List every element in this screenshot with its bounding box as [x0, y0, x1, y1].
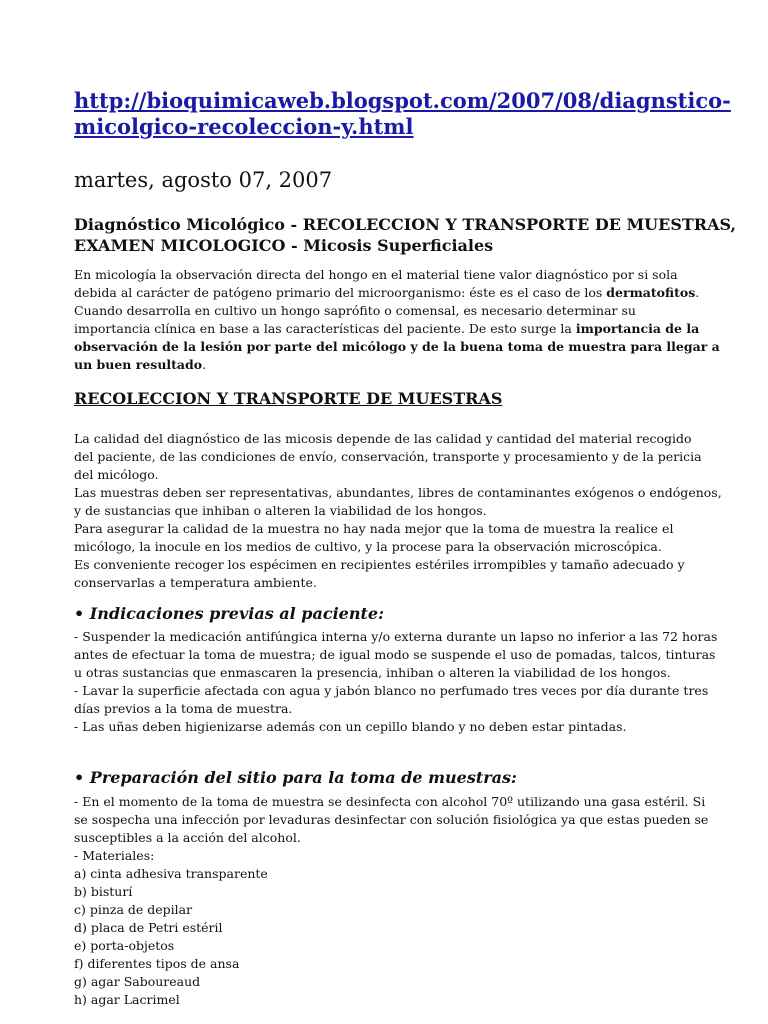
- materials-item: d) placa de Petri estéril: [74, 920, 223, 935]
- source-url-line-2[interactable]: micolgico-recoleccion-y.html: [74, 114, 414, 139]
- list-line: - Lavar la superficie afectada con agua y jabón blanco no perfumado tres veces por día durante tres: [74, 683, 709, 698]
- intro-bold-text: un buen resultado: [74, 357, 203, 372]
- intro-line: Cuando desarrolla en cultivo un hongo saprófito o comensal, es necesario determinar su: [74, 303, 636, 318]
- post-title-line-2: EXAMEN MICOLOGICO - Micosis Superficiales: [74, 236, 494, 255]
- paragraph-line: y de sustancias que inhiban o alteren la viabilidad de los hongos.: [74, 503, 487, 518]
- paragraph-line: Es conveniente recoger los espécimen en recipientes estériles irrompibles y tamaño adecuado y: [74, 557, 685, 572]
- intro-bold-text: observación de la lesión por parte del micólogo y de la buena toma de muestra para llegar a: [74, 339, 720, 354]
- preparacion-list: [74, 793, 709, 1009]
- post-title: [74, 214, 737, 256]
- paragraph-line: del micólogo.: [74, 467, 159, 482]
- list-line: - Las uñas deben higienizarse además con un cepillo blando y no deben estar pintadas.: [74, 719, 627, 734]
- materials-item: b) bisturí: [74, 884, 133, 899]
- list-line: se sospecha una infección por levaduras desinfectar con solución fisiológica ya que estas pueden se: [74, 812, 709, 827]
- intro-bold-text: importancia de la: [575, 321, 700, 336]
- list-line: - Materiales:: [74, 848, 155, 863]
- source-url-line-1[interactable]: http://bioquimicaweb.blogspot.com/2007/08/diagnstico-: [74, 88, 731, 113]
- intro-bold-term: dermatofitos: [606, 285, 696, 300]
- materials-item: a) cinta adhesiva transparente: [74, 866, 268, 881]
- materials-item: g) agar Saboureaud: [74, 974, 201, 989]
- intro-line: [74, 284, 704, 302]
- intro-line: [74, 338, 720, 356]
- source-url-link[interactable]: [74, 88, 731, 140]
- paragraph-line: del paciente, de las condiciones de envío, conservación, transporte y procesamiento y de la pericia: [74, 449, 702, 464]
- indicaciones-list: [74, 628, 718, 736]
- intro-text: .: [202, 357, 207, 372]
- preparacion-heading: • Preparación del sitio para la toma de muestras:: [74, 768, 517, 787]
- intro-paragraph: [74, 266, 720, 374]
- section-paragraph: [74, 430, 722, 592]
- list-line: susceptibles a la acción del alcohol.: [74, 830, 301, 845]
- intro-line: [74, 320, 704, 338]
- paragraph-line: micólogo, la inocule en los medios de cultivo, y la procese para la observación microscópica.: [74, 539, 662, 554]
- paragraph-line: Las muestras deben ser representativas, abundantes, libres de contaminantes exógenos o endógenos,: [74, 485, 722, 500]
- list-line: - Suspender la medicación antifúngica interna y/o externa durante un lapso no inferior a las 72 horas: [74, 629, 718, 644]
- materials-item: h) agar Lacrimel: [74, 992, 180, 1007]
- indicaciones-heading: • Indicaciones previas al paciente:: [74, 604, 384, 623]
- paragraph-line: conservarlas a temperatura ambiente.: [74, 575, 317, 590]
- post-date: martes, agosto 07, 2007: [74, 168, 333, 192]
- intro-line: En micología la observación directa del hongo en el material tiene valor diagnóstico por si sola: [74, 267, 678, 282]
- paragraph-line: La calidad del diagnóstico de las micosis depende de las calidad y cantidad del material recogido: [74, 431, 692, 446]
- list-line: - En el momento de la toma de muestra se desinfecta con alcohol 70º utilizando una gasa estéril. Si: [74, 794, 706, 809]
- intro-line: [74, 356, 704, 374]
- list-line: u otras sustancias que enmascaren la presencia, inhiban o alteren la viabilidad de los hongos.: [74, 665, 671, 680]
- paragraph-line: Para asegurar la calidad de la muestra no hay nada mejor que la toma de muestra la realice el: [74, 521, 674, 536]
- materials-item: e) porta-objetos: [74, 938, 175, 953]
- list-line: días previos a la toma de muestra.: [74, 701, 293, 716]
- materials-item: c) pinza de depilar: [74, 902, 193, 917]
- intro-text: .: [695, 285, 700, 300]
- intro-text: debida al carácter de patógeno primario del microorganismo: éste es el caso de los: [74, 285, 607, 300]
- materials-item: f) diferentes tipos de ansa: [74, 956, 240, 971]
- intro-text: importancia clínica en base a las características del paciente. De esto surge la: [74, 321, 576, 336]
- list-line: antes de efectuar la toma de muestra; de igual modo se suspende el uso de pomadas, talcos, tinturas: [74, 647, 716, 662]
- section-heading: RECOLECCION Y TRANSPORTE DE MUESTRAS: [74, 389, 503, 408]
- post-title-line-1: Diagnóstico Micológico - RECOLECCION Y TRANSPORTE DE MUESTRAS,: [74, 215, 737, 234]
